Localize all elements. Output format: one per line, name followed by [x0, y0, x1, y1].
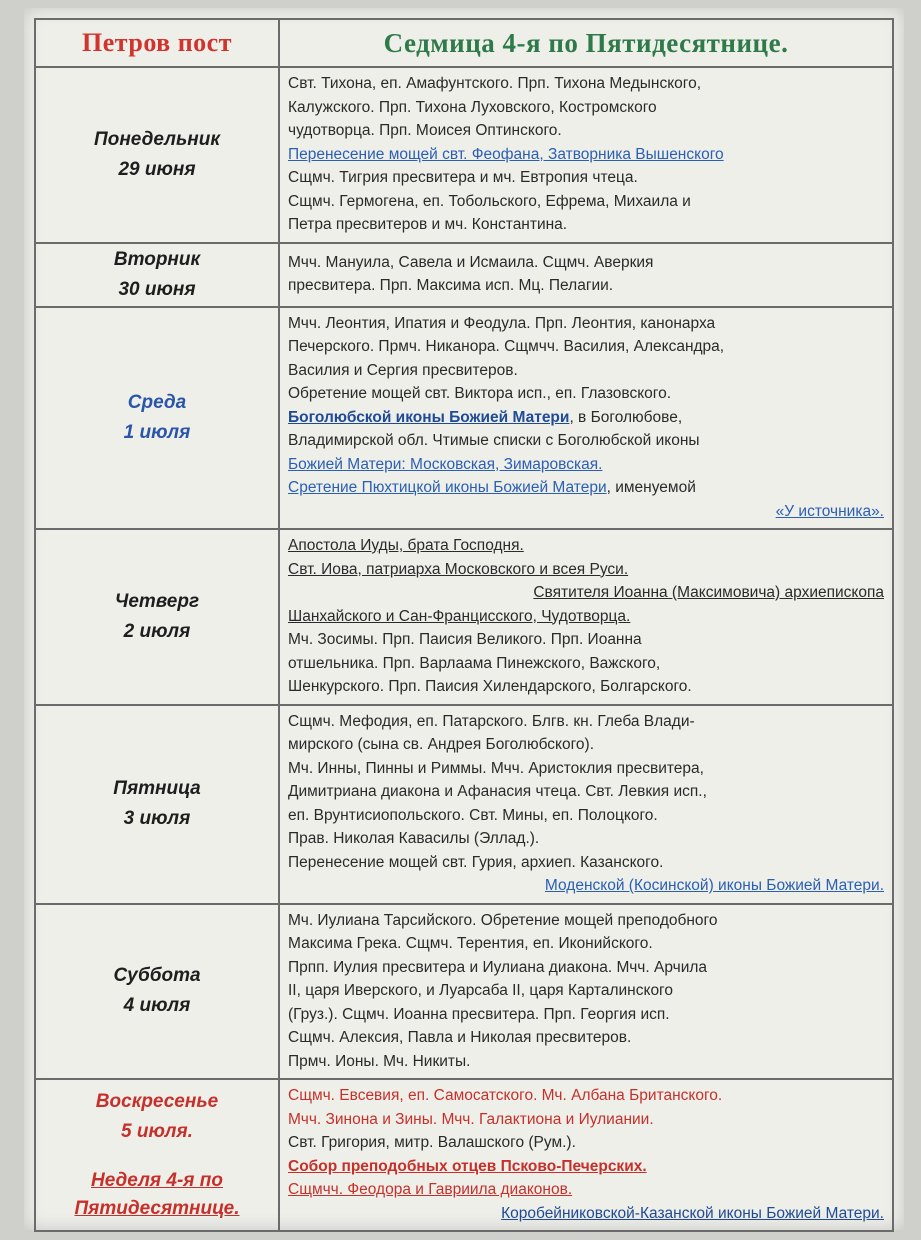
icon-link[interactable]: Коробейниковской-Казанской иконы Божией Матери. — [501, 1204, 884, 1222]
saints-line: Владимирской обл. Чтимые списки с Боголюбской иконы — [288, 432, 700, 449]
saints-cell — [279, 307, 893, 530]
saints-line: Мч. Иулиана Тарсийского. Обретение мощей преподобного — [288, 911, 718, 929]
icon-suffix: , именуемой — [606, 479, 696, 496]
saints-line: Печерского. Прмч. Никанора. Сщмчч. Василия, Александра, — [288, 338, 725, 355]
saints-line-link[interactable]: Свт. Иова, патриарха Московского и всея Руси. — [288, 560, 629, 578]
header-row — [35, 19, 893, 67]
saints-line: Прав. Николая Кавасилы (Эллад.). — [288, 830, 540, 847]
saints-line-link[interactable]: Перенесение мощей свт. Феофана, Затворника Вышенского — [288, 145, 724, 163]
saints-cell — [279, 904, 893, 1080]
saints-line: Сщмч. Тигрия пресвитера и мч. Евтропия чтеца. — [288, 169, 638, 186]
saints-cell — [279, 705, 893, 904]
saints-line-link[interactable]: Шанхайского и Сан-Францисского, Чудотворца. — [288, 607, 631, 625]
saints-line-link[interactable]: Сщмчч. Феодора и Гавриила диаконов. — [288, 1181, 573, 1198]
fast-title: Петров пост — [35, 19, 279, 67]
saints-line: Мчч. Зинона и Зины. Мчч. Галактиона и Иулиании. — [288, 1110, 654, 1128]
saints-line: II, царя Иверского, и Луарсаба II, царя Карталинского — [288, 982, 673, 999]
day-name: Пятница — [113, 778, 201, 799]
day-row-wednesday — [35, 307, 893, 530]
day-date: 1 июля — [123, 421, 191, 443]
saints-line: Перенесение мощей свт. Гурия, архиеп. Казанского. — [288, 853, 664, 871]
day-cell — [35, 67, 279, 243]
saints-line: Петра пресвитеров и мч. Константина. — [288, 216, 568, 233]
icon-link[interactable]: Сретение Пюхтицкой иконы Божией Матери — [288, 479, 607, 496]
saints-line-link[interactable]: Апостола Иуды, брата Господня. — [288, 537, 524, 554]
feast-icon-link[interactable]: Боголюбской иконы Божией Матери — [288, 408, 570, 426]
day-row-tuesday — [35, 243, 893, 307]
day-row-saturday — [35, 904, 893, 1080]
saints-line: Свт. Григория, митр. Валашского (Рум.). — [288, 1134, 576, 1151]
saints-cell — [279, 243, 893, 307]
calendar-sheet — [24, 8, 904, 1230]
day-cell — [35, 307, 279, 530]
saints-line: Обретение мощей свт. Виктора исп., еп. Глазовского. — [288, 385, 672, 402]
day-date: 29 июня — [118, 158, 196, 180]
day-cell — [35, 529, 279, 705]
saints-line: Димитриана диакона и Афанасия чтеца. Свт. Левкия исп., — [288, 783, 707, 800]
saints-line: Прмч. Ионы. Мч. Никиты. — [288, 1052, 471, 1070]
week-title: Седмица 4-я по Пятидесятнице. — [279, 19, 893, 67]
saints-line: Сщмч. Гермогена, еп. Тобольского, Ефрема, Михаила и — [288, 192, 691, 210]
saints-line: чудотворца. Прп. Моисея Оптинского. — [288, 122, 562, 139]
saints-line: мирского (сына св. Андрея Боголюбского). — [288, 736, 595, 753]
saints-line: Мчч. Леонтия, Ипатия и Феодула. Прп. Леонтия, канонарха — [288, 314, 716, 332]
day-name: Вторник — [113, 248, 201, 270]
saints-line: отшельника. Прп. Варлаама Пинежского, Важского, — [288, 654, 661, 672]
saints-line — [288, 406, 884, 430]
saints-line: Мч. Зосимы. Прп. Паисия Великого. Прп. Иоанна — [288, 631, 642, 648]
day-name: Понедельник — [94, 128, 220, 150]
day-date: 4 июля — [123, 995, 191, 1017]
feast-place: , в Боголюбове, — [569, 408, 683, 426]
saints-line: Василия и Сергия пресвитеров. — [288, 361, 518, 379]
feast-link[interactable]: Собор преподобных отцев Псково-Печерских. — [288, 1157, 647, 1175]
saints-line: Мч. Инны, Пинны и Риммы. Мчч. Аристоклия пресвитера, — [288, 759, 704, 777]
day-row-friday — [35, 705, 893, 904]
saints-line: Калужского. Прп. Тихона Луховского, Костромского — [288, 98, 657, 116]
day-date: 30 июня — [118, 278, 196, 300]
saints-line: Сщмч. Алексия, Павла и Николая пресвитеров. — [288, 1029, 632, 1046]
day-row-sunday — [35, 1079, 893, 1231]
day-row-monday — [35, 67, 893, 243]
day-cell — [35, 243, 279, 307]
saints-line: пресвитера. Прп. Максима исп. Мц. Пелагии. — [288, 277, 614, 294]
saints-line: Свт. Тихона, еп. Амафунтского. Прп. Тихона Медынского, — [288, 75, 702, 92]
saints-line: (Груз.). Сщмч. Иоанна пресвитера. Прп. Георгия исп. — [288, 1005, 670, 1023]
day-name: Суббота — [113, 965, 201, 987]
saints-line-link[interactable]: Моденской (Косинской) иконы Божией Матери. — [544, 877, 884, 894]
day-name: Четверг — [114, 590, 200, 612]
week-label-link[interactable]: Неделя 4-я по Пятидесятнице. — [74, 1170, 240, 1219]
saints-cell — [279, 529, 893, 705]
saints-line: Максима Грека. Сщмч. Терентия, еп. Иконийского. — [288, 935, 653, 952]
saints-line: Мчч. Мануила, Савела и Исмаила. Сщмч. Аверкия — [288, 253, 654, 271]
saints-line-link[interactable]: Святителя Иоанна (Максимовича) архиепископа — [533, 584, 884, 601]
day-name: Воскресенье — [95, 1091, 219, 1112]
saints-line: Прпп. Иулия пресвитера и Иулиана диакона. Мчч. Арчила — [288, 958, 708, 976]
calendar-table — [34, 18, 894, 1232]
day-cell — [35, 705, 279, 904]
day-date: 5 июля. — [121, 1121, 193, 1142]
saints-line: Шенкурского. Прп. Паисия Хилендарского, Болгарского. — [288, 678, 692, 695]
saints-cell — [279, 1079, 893, 1231]
day-date: 2 июля — [123, 620, 191, 642]
saints-line: еп. Врунтисиопольского. Свт. Мины, еп. Полоцкого. — [288, 806, 658, 824]
day-name: Среда — [127, 391, 187, 413]
day-cell — [35, 904, 279, 1080]
saints-line-link[interactable]: «У источника». — [775, 502, 884, 520]
day-row-thursday — [35, 529, 893, 705]
saints-line-link[interactable]: Божией Матери: Московская, Зимаровская. — [288, 455, 603, 473]
saints-line: Сщмч. Мефодия, еп. Патарского. Блгв. кн. Глеба Влади- — [288, 712, 695, 730]
saints-line — [288, 476, 884, 500]
day-date: 3 июля — [123, 808, 191, 829]
day-cell — [35, 1079, 279, 1231]
saints-cell — [279, 67, 893, 243]
saints-line: Сщмч. Евсевия, еп. Самосатского. Мч. Албана Британского. — [288, 1087, 723, 1104]
